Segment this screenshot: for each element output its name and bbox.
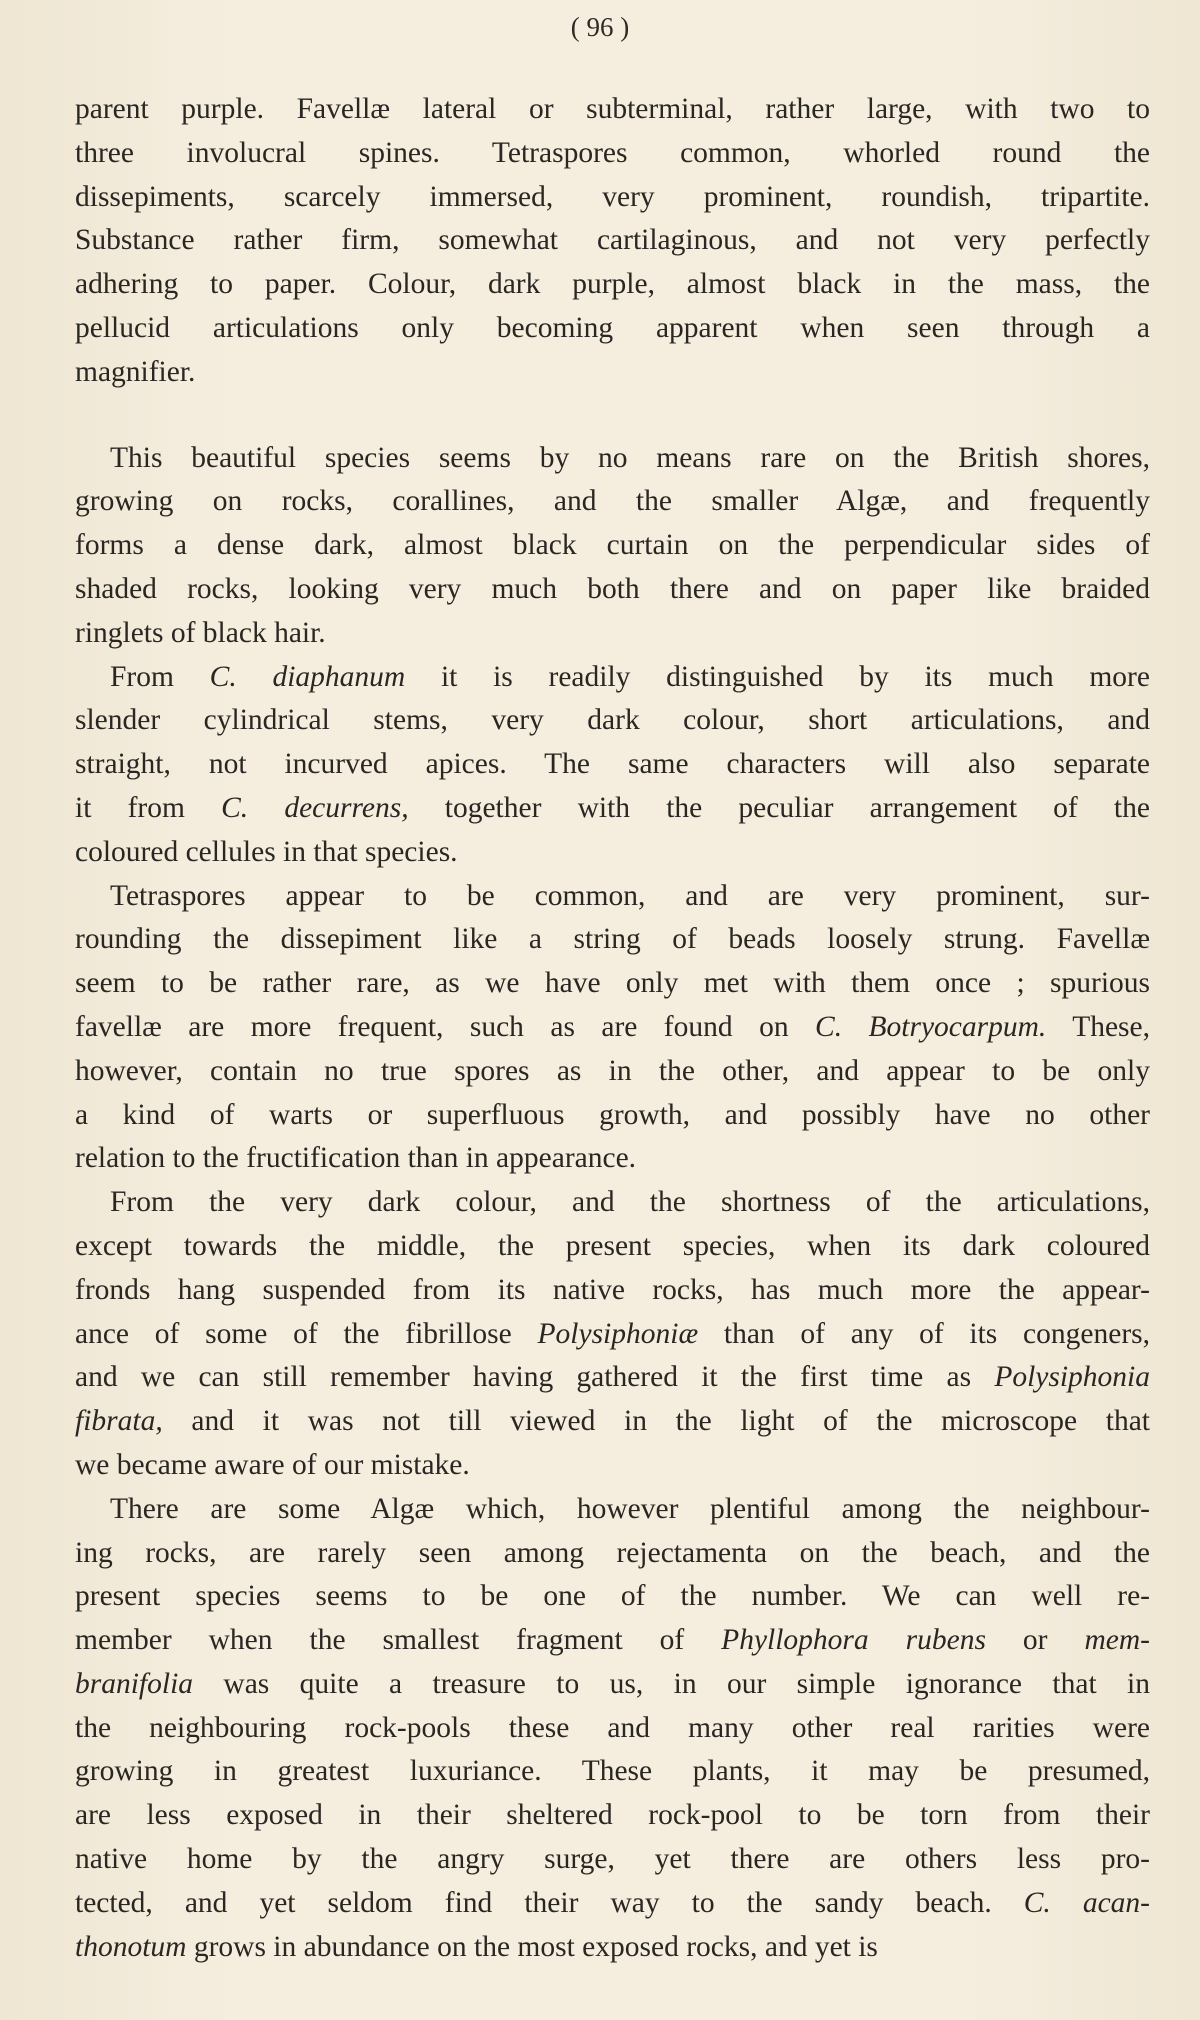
italic-name: branifolia — [75, 1667, 194, 1700]
text-segment: favellæ are more frequent, such as are found on — [75, 1010, 816, 1043]
text-line — [75, 1663, 1150, 1707]
text-segment: shaded rocks, looking very much both there and on paper like braided — [75, 572, 1150, 605]
text-line — [75, 875, 1150, 919]
text-line — [75, 1137, 1150, 1181]
italic-name: C. acan- — [1023, 1886, 1151, 1919]
text-segment: There are some Algæ which, however plentiful among the neighbour- — [110, 1492, 1150, 1525]
text-segment: and it was not till viewed in the light of the microscope that — [162, 1405, 1150, 1438]
text-line — [75, 1444, 1150, 1488]
paragraph — [75, 437, 1150, 656]
text-segment: however, contain no true spores as in the other, and appear to be only — [75, 1054, 1150, 1087]
text-line — [75, 524, 1150, 568]
text-line — [75, 568, 1150, 612]
text-segment: was quite a treasure to us, in our simple ignorance that in — [193, 1667, 1150, 1700]
text-segment: adhering to paper. Colour, dark purple, almost black in the mass, the — [75, 268, 1150, 301]
italic-name: mem- — [1084, 1624, 1150, 1657]
text-segment: and we can still remember having gathered it the first time as — [75, 1361, 995, 1394]
text-segment: seem to be rather rare, as we have only met with them once ; spurious — [75, 967, 1150, 1000]
text-line — [75, 1356, 1150, 1400]
text-segment: we became aware of our mistake. — [75, 1448, 470, 1481]
italic-name: fibrata, — [75, 1405, 163, 1438]
text-segment: it from — [75, 791, 222, 824]
text-segment: Tetraspores appear to be common, and are very prominent, sur- — [110, 879, 1150, 912]
text-segment: the neighbouring rock-pools these and many other real rarities were — [75, 1711, 1150, 1744]
text-line — [75, 612, 1150, 656]
text-line — [75, 1707, 1150, 1751]
text-line — [75, 962, 1150, 1006]
text-segment: growing on rocks, corallines, and the smaller Algæ, and frequently — [75, 485, 1150, 518]
text-segment: Substance rather firm, somewhat cartilaginous, and not very perfectly — [75, 224, 1150, 257]
italic-name: Polysiphonia — [994, 1361, 1150, 1394]
text-segment: magnifier. — [75, 355, 196, 388]
text-line — [75, 1926, 1150, 1970]
text-segment: rounding the dissepiment like a string of beads loosely strung. Favellæ — [75, 923, 1150, 956]
text-line — [75, 1794, 1150, 1838]
text-line — [75, 1619, 1150, 1663]
text-segment: parent purple. Favellæ lateral or subterminal, rather large, with two to — [75, 93, 1150, 125]
text-line — [75, 787, 1150, 831]
text-line — [75, 1575, 1150, 1619]
text-segment: tected, and yet seldom find their way to the sandy beach. — [75, 1886, 1024, 1919]
text-line — [75, 1006, 1150, 1050]
text-segment: grows in abundance on the most exposed rocks, and yet is — [186, 1930, 878, 1963]
paragraph — [75, 1181, 1150, 1488]
text-segment: are less exposed in their sheltered rock-pool to be torn from their — [75, 1799, 1150, 1832]
text-line — [75, 480, 1150, 524]
text-segment: pellucid articulations only becoming apparent when seen through a — [75, 311, 1150, 344]
text-line — [75, 1225, 1150, 1269]
text-segment: fronds hang suspended from its native rocks, has much more the appear- — [75, 1273, 1150, 1306]
text-segment: ringlets of black hair. — [75, 616, 326, 649]
text-segment: than of any of its congeners, — [698, 1317, 1150, 1350]
page-number: ( 96 ) — [570, 12, 630, 42]
text-line — [75, 1532, 1150, 1576]
text-segment: forms a dense dark, almost black curtain on the perpendicular sides of — [75, 529, 1150, 562]
text-segment: These, — [1046, 1010, 1151, 1043]
text-segment: a kind of warts or superfluous growth, and possibly have no other — [75, 1098, 1150, 1131]
italic-name: C. diaphanum — [209, 660, 406, 693]
text-line — [75, 699, 1150, 743]
text-segment: or — [985, 1624, 1085, 1657]
text-segment: straight, not incurved apices. The same characters will also separate — [75, 748, 1150, 781]
text-line — [75, 88, 1150, 132]
paragraph — [75, 875, 1150, 1182]
text-line — [75, 351, 1150, 395]
paragraph — [75, 88, 1150, 395]
text-line — [75, 1882, 1150, 1926]
text-line — [75, 1838, 1150, 1882]
text-line — [75, 1181, 1150, 1225]
text-segment: ing rocks, are rarely seen among rejectamenta on the beach, and the — [75, 1536, 1150, 1569]
text-line — [75, 263, 1150, 307]
text-segment: member when the smallest fragment of — [75, 1624, 722, 1657]
text-segment: growing in greatest luxuriance. These plants, it may be presumed, — [75, 1755, 1150, 1788]
text-line — [75, 219, 1150, 263]
italic-name: C. decurrens, — [221, 791, 409, 824]
text-segment: ance of some of the fibrillose — [75, 1317, 538, 1350]
text-line — [75, 1750, 1150, 1794]
text-line — [75, 656, 1150, 700]
body-text — [75, 88, 1150, 1969]
text-segment: This beautiful species seems by no means rare on the British shores, — [110, 441, 1150, 474]
text-line — [75, 1400, 1150, 1444]
text-line — [75, 132, 1150, 176]
italic-name: Phyllophora rubens — [721, 1624, 986, 1657]
text-segment: relation to the fructification than in appearance. — [75, 1142, 637, 1175]
text-line — [75, 1488, 1150, 1532]
text-segment: native home by the angry surge, yet there are others less pro- — [75, 1843, 1150, 1876]
italic-name: Polysiphoniæ — [537, 1317, 699, 1350]
text-line — [75, 307, 1150, 351]
text-line — [75, 1269, 1150, 1313]
paragraph — [75, 656, 1150, 875]
text-segment: dissepiments, scarcely immersed, very prominent, roundish, tripartite. — [75, 180, 1150, 213]
italic-name: thonotum — [75, 1930, 187, 1963]
text-segment: From the very dark colour, and the shortness of the articulations, — [110, 1186, 1150, 1219]
text-line — [75, 743, 1150, 787]
text-line — [75, 1050, 1150, 1094]
text-line — [75, 437, 1150, 481]
paragraph — [75, 1488, 1150, 1970]
text-line — [75, 831, 1150, 875]
text-segment: From — [110, 660, 210, 693]
text-line — [75, 176, 1150, 220]
text-segment: together with the peculiar arrangement of the — [408, 791, 1150, 824]
text-line — [75, 1094, 1150, 1138]
text-segment: slender cylindrical stems, very dark colour, short articulations, and — [75, 704, 1150, 737]
text-line — [75, 918, 1150, 962]
text-segment: present species seems to be one of the number. We can well re- — [75, 1580, 1150, 1613]
text-segment: it is readily distinguished by its much more — [405, 660, 1150, 693]
italic-name: C. Botryocarpum. — [815, 1010, 1047, 1043]
text-segment: except towards the middle, the present species, when its dark coloured — [75, 1229, 1150, 1262]
text-segment: three involucral spines. Tetraspores common, whorled round the — [75, 136, 1150, 169]
text-segment: coloured cellules in that species. — [75, 835, 458, 868]
text-line — [75, 1313, 1150, 1357]
